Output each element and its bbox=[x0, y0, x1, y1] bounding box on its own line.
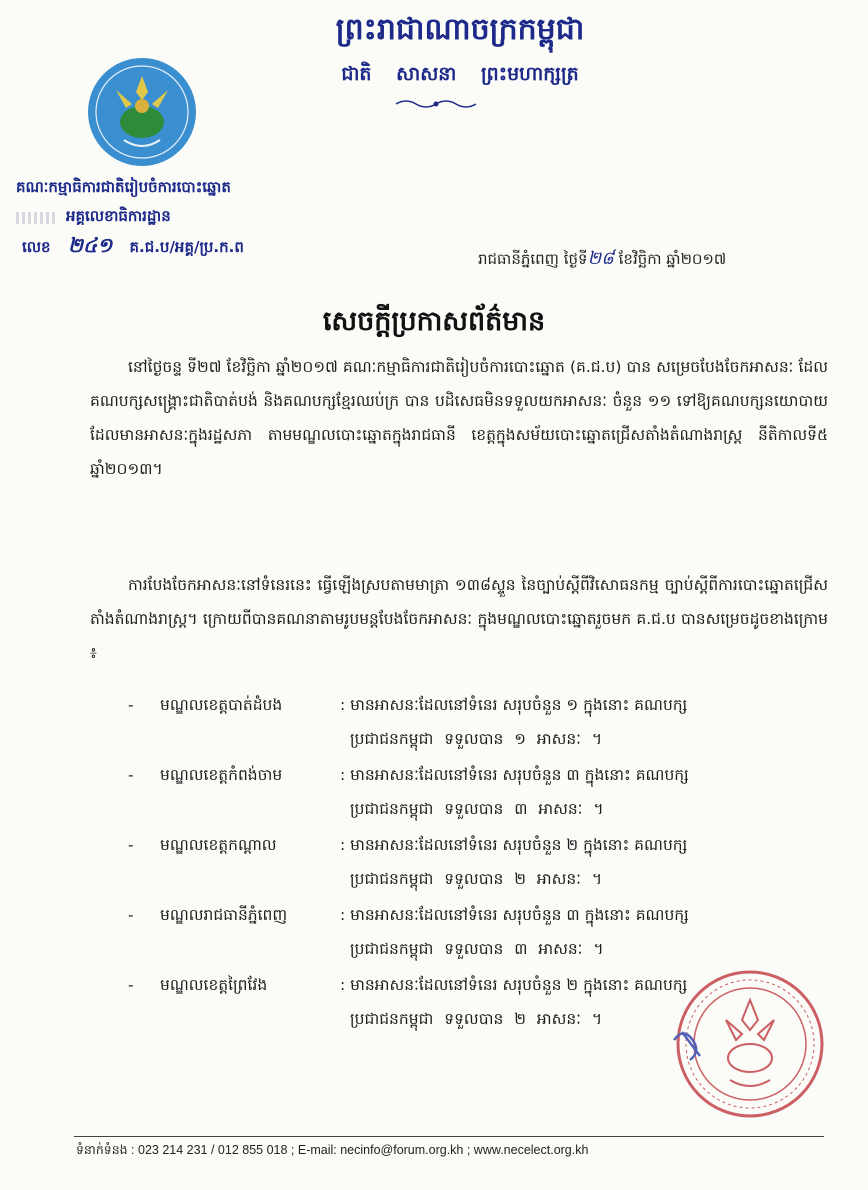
ref-suffix: គ.ជ.ប/អគ្គ/ប្រ.ក.ព bbox=[129, 238, 244, 256]
item-bullet: - bbox=[128, 766, 134, 784]
department-name: អគ្គលេខាធិការដ្ឋាន bbox=[66, 207, 171, 225]
footer-divider bbox=[74, 1136, 824, 1137]
national-motto: ជាតិ សាសនា ព្រះមហាក្សត្រ bbox=[341, 63, 579, 85]
constituency-name: មណ្ឌលខេត្តព្រៃវែង bbox=[160, 976, 268, 994]
list-item bbox=[128, 828, 828, 898]
allocation-line-2: ប្រជាជនកម្ពុជា ទទួលបាន ៣ អាសនៈ ។ bbox=[350, 800, 604, 818]
scroll-ornament-icon bbox=[394, 98, 478, 110]
constituency-name: មណ្ឌលរាជធានីភ្នំពេញ bbox=[160, 906, 288, 924]
date-prefix: រាជធានីភ្នំពេញ ថ្ងៃទី bbox=[478, 250, 588, 268]
allocation-line-1: : មានអាសនៈដែលនៅទំនេរ សរុបចំនួន ២ ក្នុងនោះ គណបក្ស bbox=[340, 836, 688, 854]
date-suffix: ខែវិច្ឆិកា ឆ្នាំ២០១៧ bbox=[618, 250, 727, 268]
stamp-smudge bbox=[16, 212, 58, 224]
allocation-line-1: : មានអាសនៈដែលនៅទំនេរ សរុបចំនួន ២ ក្នុងនោះ គណបក្ស bbox=[340, 976, 688, 994]
item-bullet: - bbox=[128, 906, 134, 924]
allocation-line-1: : មានអាសនៈដែលនៅទំនេរ សរុបចំនួន ៣ ក្នុងនោះ គណបក្ស bbox=[340, 906, 689, 924]
document-title: សេចក្តីប្រកាសព័ត៌មាន bbox=[322, 306, 546, 337]
list-item bbox=[128, 898, 828, 968]
allocation-line-1: : មានអាសនៈដែលនៅទំនេរ សរុបចំនួន ១ ក្នុងនោះ គណបក្ស bbox=[340, 696, 688, 714]
constituency-name: មណ្ឌលខេត្តកណ្តាល bbox=[160, 836, 277, 854]
nec-emblem-icon bbox=[86, 56, 198, 168]
ref-prefix: លេខ bbox=[22, 238, 51, 256]
date-day: ២៨ bbox=[587, 248, 614, 269]
allocation-line-2: ប្រជាជនកម្ពុជា ទទួលបាន ២ អាសនៈ ។ bbox=[350, 870, 603, 888]
item-bullet: - bbox=[128, 696, 134, 714]
ref-number: ២៤១ bbox=[67, 233, 113, 257]
organization-name: គណៈកម្មាធិការជាតិរៀបចំការបោះឆ្នោត bbox=[16, 178, 231, 196]
paragraph-1: នៅថ្ងៃចន្ទ ទី២៧ ខែវិច្ឆិកា ឆ្នាំ២០១៧ គណៈកម្មាធិការជាតិរៀបចំការបោះឆ្នោត (គ.ជ.ប) បាន សម្រេចបែងចែកអាសនៈ ដែលគណបក្សសង្គ្រោះជាតិបាត់បង់ និងគណបក្សខ្មែរឈប់ក្រ បាន បដិសេធមិនទទួលយកអាសនៈ ចំនួន ១១ ទៅឱ្យគណបក្សនយោបាយដែលមានអាសនៈក្នុងរដ្ឋសភា តាមមណ្ឌលបោះឆ្នោតក្នុងរាជធានី ខេត្តក្នុងសម័យបោះឆ្នោតជ្រើសតាំងតំណាងរាស្ត្រ នីតិកាលទី៥ ឆ្នាំ២០១៣។ bbox=[90, 358, 828, 478]
constituency-name: មណ្ឌលខេត្តកំពង់ចាម bbox=[160, 766, 283, 784]
allocation-line-2: ប្រជាជនកម្ពុជា ទទួលបាន ១ អាសនៈ ។ bbox=[350, 730, 603, 748]
allocation-line-2: ប្រជាជនកម្ពុជា ទទួលបាន ៣ អាសនៈ ។ bbox=[350, 940, 604, 958]
paragraph-2: ការបែងចែកអាសនៈនៅទំនេរនេះ ធ្វើឡើងស្របតាមមាត្រា ១៣៨ស្ទួន នៃច្បាប់ស្តីពីវិសោធនកម្ម ច្បាប់ស្តីពីការបោះឆ្នោតជ្រើសតាំងតំណាងរាស្ត្រ។ ក្រោយពីបានគណនាតាមរូបមន្តបែងចែកអាសនៈ ក្នុងមណ្ឌលបោះឆ្នោតរួចមក គ.ជ.ប បានសម្រេចដូចខាងក្រោម ៖ bbox=[90, 576, 828, 662]
constituency-name: មណ្ឌលខេត្តបាត់ដំបង bbox=[160, 696, 283, 714]
item-bullet: - bbox=[128, 976, 134, 994]
official-seal-icon bbox=[660, 960, 828, 1128]
kingdom-heading: ព្រះរាជាណាចក្រកម្ពុជា bbox=[335, 12, 585, 47]
allocation-line-2: ប្រជាជនកម្ពុជា ទទួលបាន ២ អាសនៈ ។ bbox=[350, 1010, 603, 1028]
list-item bbox=[128, 758, 828, 828]
item-bullet: - bbox=[128, 836, 134, 854]
document-date bbox=[478, 246, 726, 273]
reference-number bbox=[22, 232, 244, 262]
list-item bbox=[128, 688, 828, 758]
contact-footer: ទំនាក់ទំនង : 023 214 231 / 012 855 018 ; E-mail: necinfo@forum.org.kh ; www.necelect.org.kh bbox=[76, 1143, 589, 1157]
allocation-line-1: : មានអាសនៈដែលនៅទំនេរ សរុបចំនួន ៣ ក្នុងនោះ គណបក្ស bbox=[340, 766, 689, 784]
